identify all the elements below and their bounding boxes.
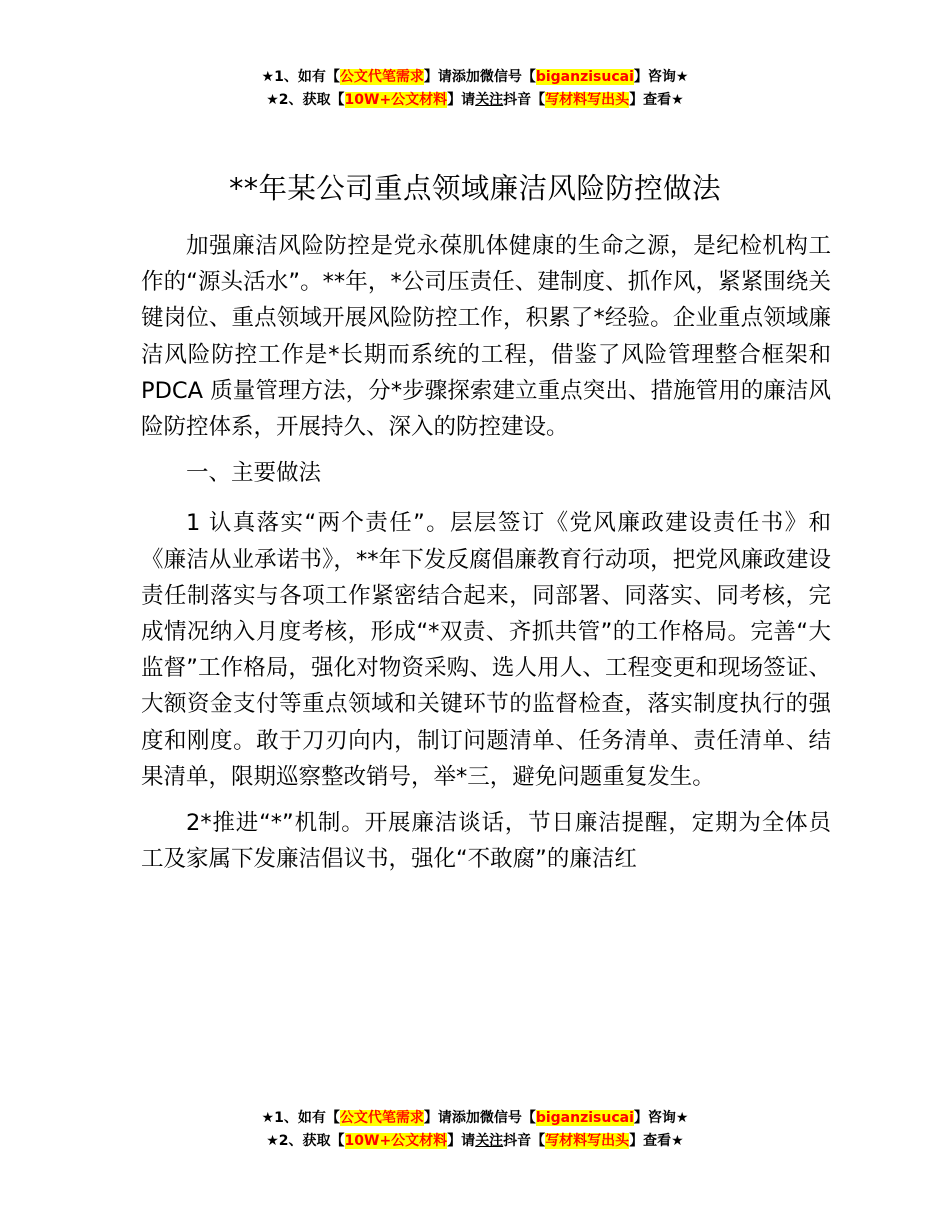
promo-text: 微信号【 <box>479 1110 536 1126</box>
promo-text: 】请 <box>447 1133 476 1149</box>
promo-text: 微信号【 <box>479 69 536 85</box>
header-promo-banner <box>0 66 950 112</box>
promo-underlined-text: 关注 <box>475 1133 504 1149</box>
promo-highlight: 10W+公文材料 <box>344 92 448 108</box>
promo-highlight: biganzisucai <box>535 69 634 85</box>
promo-text: 】请 <box>447 92 476 108</box>
promo-text: ★1、如有【 <box>261 1110 340 1126</box>
promo-text: ★2、获取【 <box>266 1133 345 1149</box>
promo-highlight: 写材料写出头 <box>545 92 630 108</box>
promo-highlight: 公文代笔需求 <box>339 69 424 85</box>
promo-highlight: 写材料写出头 <box>545 1133 630 1149</box>
promo-highlight: 公文代笔需求 <box>339 1110 424 1126</box>
section-heading: 一、主要做法 <box>186 460 322 487</box>
promo-text: 】请 <box>423 69 452 85</box>
promo-text: 抖音【 <box>503 92 546 108</box>
document-body <box>141 228 831 887</box>
paragraph-intro: 加强廉洁风险防控是党永葆肌体健康的生命之源，是纪检机构工作的“源头活水”。**年，*公司压责任、建制度、抓作风，紧紧围绕关键岗位、重点领域开展风险防控工作，积累了*经验。企业重点领域廉洁风险防控工作是*长期而系统的工程，借鉴了风险管理整合框架和 PDCA 质量管理方法，分*步骤探索建立重点突出、措施管用的廉洁风险防控体系，开展持久、深入的防控建设。 <box>141 233 831 441</box>
promo-line-2 <box>0 89 950 112</box>
paragraph-item-2: 2*推进“*”机制。开展廉洁谈话，节日廉洁提醒，定期为全体员工及家属下发廉洁倡议书，强化“不敢腐”的廉洁红 <box>141 810 831 873</box>
promo-text: 抖音【 <box>503 1133 546 1149</box>
promo-line-2 <box>0 1130 950 1153</box>
document-title: **年某公司重点领域廉洁风险防控做法 <box>229 172 721 205</box>
promo-underlined-text: 关注 <box>475 92 504 108</box>
promo-bold-text: 添加 <box>451 1110 480 1126</box>
promo-bold-text: 添加 <box>451 69 480 85</box>
paragraph-item-1: 1 认真落实“两个责任”。层层签订《党风廉政建设责任书》和《廉洁从业承诺书》，**年下发反腐倡廉教育行动项，把党风廉政建设责任制落实与各项工作紧密结合起来，同部署、同落实、同考核，完成情况纳入月度考核，形成“*双责、齐抓共管”的工作格局。完善“大监督”工作格局，强化对物资采购、选人用人、工程变更和现场签证、大额资金支付等重点领域和关键环节的监督检查，落实制度执行的强度和刚度。敢于刀刃向内，制订问题清单、任务清单、责任清单、结果清单，限期巡察整改销号，举*三，避免问题重复发生。 <box>141 510 831 790</box>
promo-line-1 <box>0 1107 950 1130</box>
promo-highlight: 10W+公文材料 <box>344 1133 448 1149</box>
promo-text: 】查看★ <box>629 1133 684 1149</box>
promo-text: 】咨询★ <box>633 1110 689 1126</box>
footer-promo-banner <box>0 1107 950 1153</box>
promo-highlight: biganzisucai <box>535 1110 634 1126</box>
promo-text: ★2、获取【 <box>266 92 345 108</box>
promo-text: 】查看★ <box>629 92 684 108</box>
promo-text: ★1、如有【 <box>261 69 340 85</box>
promo-text: 】请 <box>423 1110 452 1126</box>
promo-text: 】咨询★ <box>633 69 689 85</box>
promo-line-1 <box>0 66 950 89</box>
